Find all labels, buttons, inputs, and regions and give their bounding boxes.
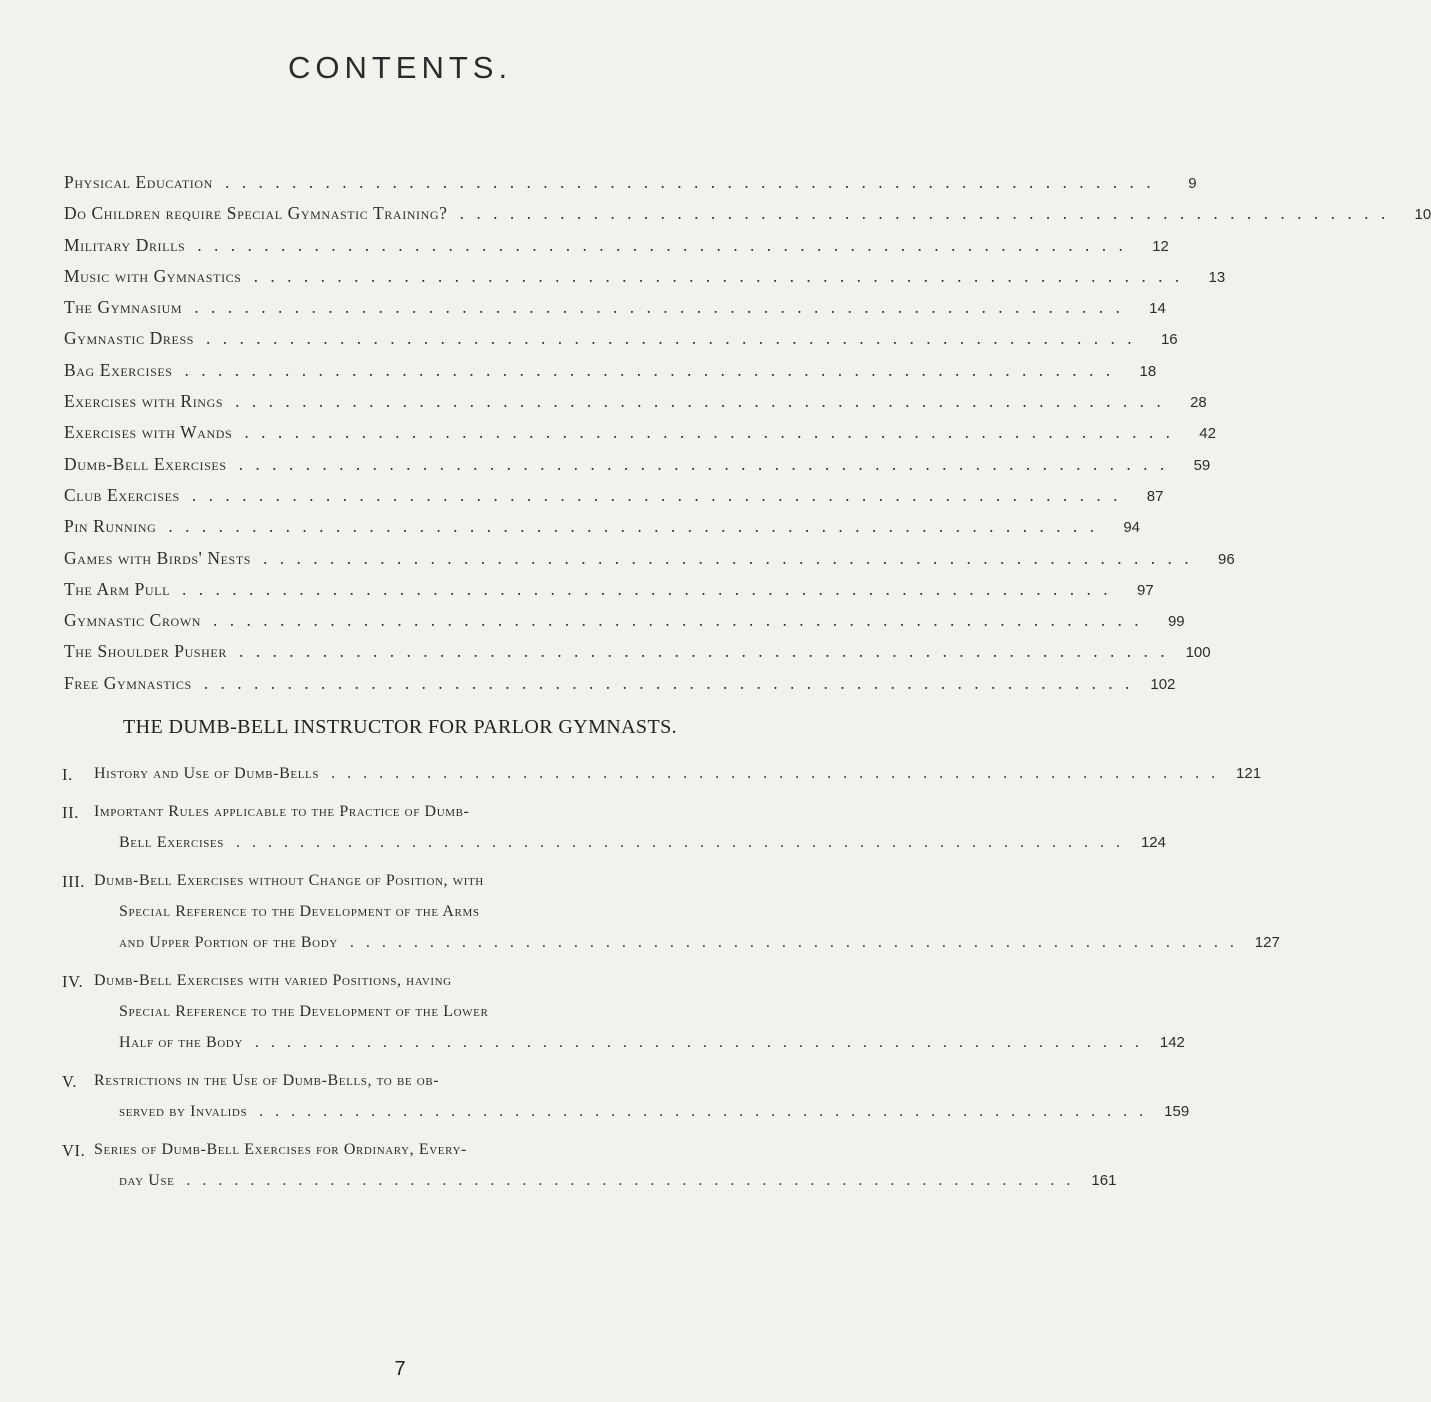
section-heading: THE DUMB-BELL INSTRUCTOR FOR PARLOR GYMNASTS. [123,716,677,738]
contents-entry [64,422,1216,453]
chapter-text [94,1141,1116,1203]
dot-leader [254,266,1184,287]
contents-entry [64,641,1211,672]
chapter-line [94,903,1280,934]
dot-leader [206,328,1136,349]
entry-page: 9 [1188,175,1197,192]
chapter-page: 161 [1091,1172,1117,1189]
chapter-page: 124 [1140,834,1166,851]
chapter-line-text: Special Reference to the Development of the Lower [119,1003,489,1020]
chapter-text [94,972,1185,1065]
chapter-text [94,765,1261,796]
chapter-line-text: and Upper Portion of the Body [119,934,338,951]
entry-title: Physical Education [64,172,213,192]
entry-title: Music with Gymnastics [64,265,242,286]
entry-page: 100 [1185,644,1211,662]
chapter-entry [62,803,1166,865]
entry-page: 94 [1123,519,1140,537]
chapter-line [94,1072,1189,1103]
contents-entry [64,328,1178,359]
contents-entry [64,516,1140,547]
dot-leader [213,610,1143,631]
chapter-line [94,972,1185,1003]
contents-entry [64,172,1197,203]
entry-page: 96 [1217,550,1235,568]
chapter-number: VI. [62,1141,86,1160]
entry-page: 18 [1139,362,1157,380]
dot-leader [255,1034,1143,1052]
chapter-page: 127 [1254,934,1280,951]
dot-leader [350,934,1238,952]
chapter-line-text: Restrictions in the Use of Dumb-Bells, to be ob- [94,1072,440,1089]
chapter-line [94,1141,1116,1172]
chapter-number: IV. [62,972,84,991]
chapter-number: I. [62,765,73,784]
contents-entry [64,547,1235,579]
page-number: 7 [394,1358,406,1380]
dot-leader [259,1103,1147,1121]
entry-title: Gymnastic Dress [64,328,195,349]
entry-page: 28 [1190,394,1207,412]
contents-entry [64,484,1164,516]
chapter-number: II. [62,803,79,822]
chapter-line-text: Half of the Body [119,1034,243,1051]
dot-leader [244,422,1174,443]
entry-title: Games with Birds' Nests [64,547,252,568]
chapter-line-text: Important Rules applicable to the Practice of Dumb- [94,803,470,820]
page-title: CONTENTS. [287,50,513,85]
dot-leader [197,235,1127,256]
chapter-line [94,1034,1185,1065]
contents-entry [64,265,1226,297]
chapter-line [94,834,1166,865]
entry-title: Exercises with Wands [64,422,233,443]
entry-title: Exercises with Rings [64,391,224,412]
chapter-line-text: served by Invalids [119,1103,248,1120]
entry-page: 42 [1199,425,1216,443]
contents-entry [64,297,1166,328]
chapter-list [62,765,1280,1210]
chapter-line-text: Bell Exercises [119,834,224,851]
entry-page: 10 [1414,206,1431,224]
dot-leader [460,203,1390,224]
dot-leader [182,579,1112,600]
dot-leader [168,516,1098,537]
dot-leader [186,1172,1074,1190]
contents-entry [64,453,1211,485]
entry-title: Dumb-Bell Exercises [64,453,227,474]
entry-page: 13 [1208,268,1226,286]
chapter-line [94,765,1261,796]
dot-leader [225,172,1155,193]
chapter-entry [62,1141,1117,1203]
chapter-number: V. [62,1072,78,1091]
dot-leader [185,360,1115,381]
entry-title: The Arm Pull [64,578,171,599]
entry-page: 97 [1136,581,1154,599]
entry-title: Free Gymnastics [64,672,192,693]
dot-leader [194,297,1124,318]
chapter-page: 121 [1236,765,1262,782]
chapter-text [94,1072,1189,1134]
contents-list [64,172,1431,704]
dot-leader [331,765,1219,783]
entry-page: 16 [1160,331,1178,349]
entry-title: Do Children require Special Gymnastic Training? [64,203,448,224]
chapter-page: 159 [1164,1103,1190,1120]
chapter-line-text: Dumb-Bell Exercises with varied Positions, having [94,972,452,989]
entry-title: Club Exercises [64,484,180,505]
contents-entry [64,359,1157,391]
chapter-line [94,1172,1116,1203]
entry-title: Gymnastic Crown [64,610,202,631]
entry-page: 12 [1152,237,1169,255]
chapter-entry [62,1072,1190,1134]
entry-page: 59 [1193,456,1211,474]
dot-leader [192,485,1122,506]
chapter-entry [62,872,1280,965]
chapter-entry [62,765,1262,796]
chapter-text [94,872,1280,965]
contents-entry [64,610,1185,641]
entry-page: 99 [1167,613,1185,631]
chapter-line-text: History and Use of Dumb-Bells [94,765,320,782]
contents-entry [64,672,1176,704]
chapter-text [94,803,1166,865]
chapter-line [94,1003,1185,1034]
chapter-line-text: Series of Dumb-Bell Exercises for Ordinary, Every- [94,1141,467,1158]
contents-entry [64,203,1431,234]
chapter-line-text: day Use [119,1172,175,1189]
entry-page: 102 [1150,675,1176,693]
dot-leader [236,834,1124,852]
contents-entry [64,391,1207,422]
contents-entry [64,578,1154,610]
dot-leader [204,673,1134,694]
entry-title: Military Drills [64,234,186,255]
dot-leader [235,391,1165,412]
chapter-line [94,1103,1189,1134]
dot-leader [263,548,1193,569]
contents-entry [64,234,1169,266]
chapter-number: III. [62,872,86,891]
entry-title: Bag Exercises [64,359,173,380]
chapter-line [94,803,1166,834]
chapter-page: 142 [1159,1034,1185,1051]
chapter-line-text: Dumb-Bell Exercises without Change of Position, with [94,872,484,889]
entry-page: 87 [1146,487,1164,505]
chapter-entry [62,972,1185,1065]
entry-title: Pin Running [64,516,157,537]
dot-leader [239,641,1169,662]
entry-title: The Gymnasium [64,297,183,318]
entry-page: 14 [1149,300,1166,318]
chapter-line-text: Special Reference to the Development of the Arms [119,903,480,920]
chapter-line [94,872,1280,903]
chapter-line [94,934,1280,965]
dot-leader [239,454,1169,475]
entry-title: The Shoulder Pusher [64,641,227,662]
